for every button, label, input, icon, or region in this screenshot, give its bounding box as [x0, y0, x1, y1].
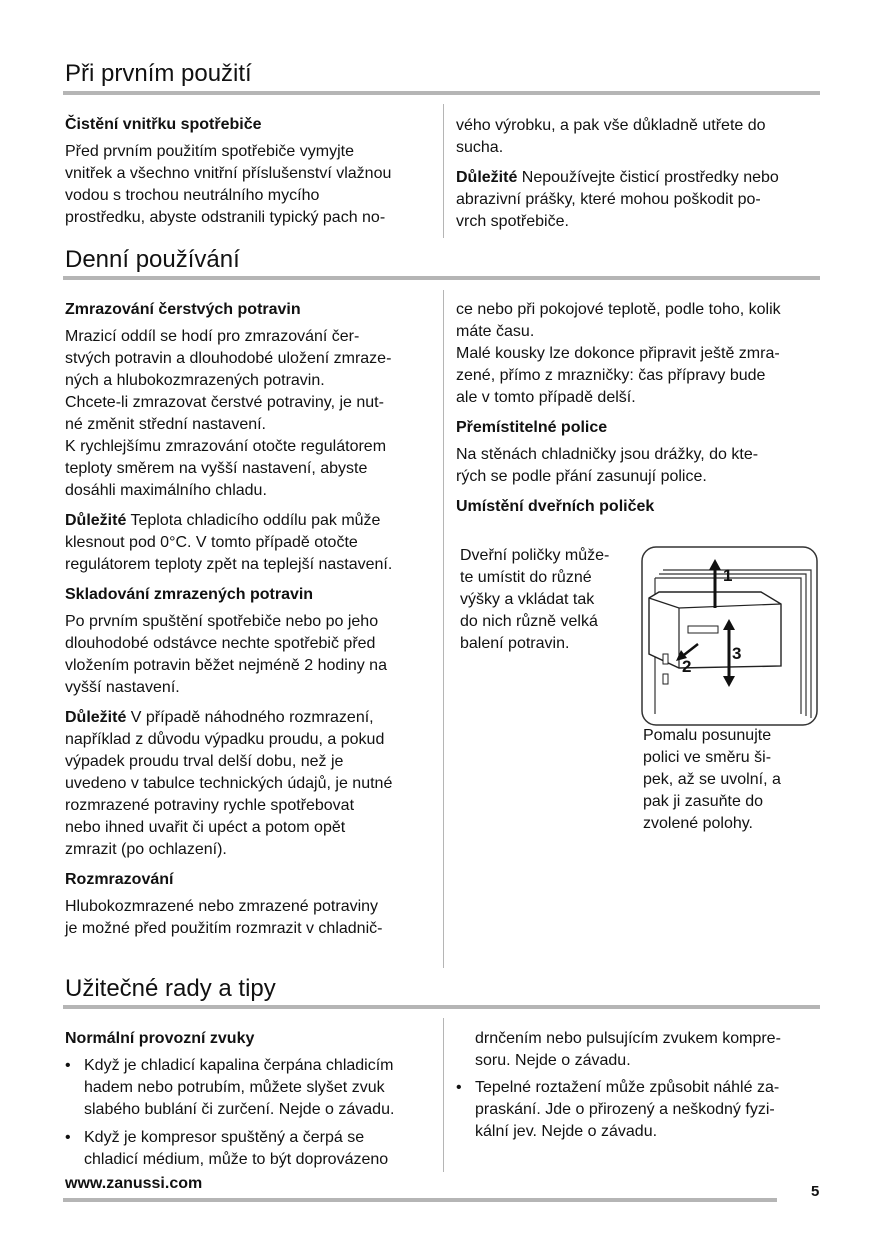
heading-cleaning-interior: Čistění vnitřku spotřebiče	[65, 116, 262, 133]
heading-normal-operating-sounds: Normální provozní zvuky	[65, 1030, 255, 1047]
shelf-clip	[663, 674, 668, 684]
important-note	[65, 510, 440, 576]
sounds-list-continued	[456, 1077, 828, 1143]
important-label: Důležité	[456, 169, 518, 186]
tips-left-column	[65, 1028, 440, 1177]
important-label: Důležité	[65, 512, 127, 529]
daily-use-left-column	[65, 299, 440, 948]
label-1: 1	[723, 566, 733, 585]
first-use-left-column	[65, 114, 437, 237]
list-item	[65, 1127, 440, 1171]
shelf-clip	[663, 654, 668, 664]
paragraph-movable-shelves: Na stěnách chladničky jsou drážky, do kte- rých se podle přání zasunují police.	[456, 446, 759, 485]
heading-movable-shelves: Přemístitelné police	[456, 419, 608, 436]
bullet-icon: •	[65, 1129, 71, 1146]
paragraph-thawing-continued: ce nebo při pokojové teplotě, podle toho, kolik máte času. Malé kousky lze dokonce připravit ještě zmra- zené, přímo z mrazničky: čas přípravy bude ale v tomto případě delší.	[456, 301, 781, 406]
list-item	[65, 1055, 440, 1121]
section-rule	[63, 91, 820, 95]
section-title-first-use: Při prvním použití	[65, 60, 252, 87]
sounds-list	[65, 1055, 440, 1171]
column-divider	[443, 104, 444, 238]
footer-rule	[63, 1198, 777, 1202]
bullet-icon: •	[65, 1057, 71, 1074]
important-note	[456, 167, 826, 233]
important-text: Teplota chladicího oddílu pak může klesnout pod 0°C. V tomto případě otočte regulátorem teploty zpět na teplejší nastavení.	[65, 512, 393, 573]
list-item-text: Když je kompresor spuštěný a čerpá se chladicí médium, může to být doprovázeno	[84, 1129, 389, 1168]
page-number: 5	[811, 1183, 820, 1200]
heading-storing-frozen-food: Skladování zmrazených potravin	[65, 586, 314, 603]
section-rule	[63, 1005, 820, 1009]
paragraph-cleaning: Před prvním použitím spotřebiče vymyjte vnitřek a všechno vnitřní příslušenství vlažnou vodou s trochou neutrálního mycího prostředku, abyste odstranili typický pach no-	[65, 143, 392, 226]
important-text: V případě náhodného rozmrazení, například z důvodu výpadku proudu, a pokud výpadek proudu trval delší dobu, než je uvedeno v tabulce technických údajů, je nutné rozmrazené potraviny rychle spotřebovat nebo ihned uvařit či upéct a potom opět zmrazit (po ochlazení).	[65, 709, 393, 858]
tips-right-column	[456, 1028, 828, 1149]
list-item-text: Když je chladicí kapalina čerpána chladicím hadem nebo potrubím, můžete slyšet zvuk slabého bublání či zurčení. Nejde o závadu.	[84, 1057, 395, 1118]
label-3: 3	[732, 644, 742, 663]
section-rule	[63, 276, 820, 280]
section-title-daily-use: Denní používání	[65, 246, 240, 273]
bullet-icon: •	[456, 1079, 462, 1096]
important-label: Důležité	[65, 709, 127, 726]
shelf-slot	[688, 626, 718, 633]
door-shelves-text: Dveřní poličky může- te umístit do různé výšky a vkládat tak do nich různě velká balení potravin.	[460, 547, 610, 652]
paragraph-thawing: Hlubokozmrazené nebo zmrazené potraviny je možné před použitím rozmrazit v chladnič-	[65, 898, 383, 937]
door-shelf-illustration	[641, 546, 818, 726]
important-text: Nepoužívejte čisticí prostředky nebo abrazivní prášky, které mohou poškodit po- vrch spotřebiče.	[456, 169, 779, 230]
footer-website: www.zanussi.com	[65, 1175, 203, 1192]
list-item	[456, 1077, 828, 1143]
important-note	[65, 707, 440, 861]
label-2: 2	[682, 657, 692, 676]
paragraph-storing: Po prvním spuštění spotřebiče nebo po jeho dlouhodobé odstávce nechte spotřebič před vložením potravin běžet nejméně 2 hodiny na vyšší nastavení.	[65, 613, 387, 696]
heading-thawing: Rozmrazování	[65, 871, 174, 888]
paragraph-cleaning-continued: vého výrobku, a pak vše důkladně utřete do sucha.	[456, 117, 766, 156]
first-use-right-column	[456, 115, 826, 241]
column-divider	[443, 1018, 444, 1172]
section-title-useful-tips: Užitečné rady a tipy	[65, 975, 276, 1002]
list-item-continued: drnčením nebo pulsujícím zvukem kompre- soru. Nejde o závadu.	[475, 1030, 781, 1069]
door-shelf-caption: Pomalu posunujte polici ve směru ši- pek, až se uvolní, a pak ji zasuňte do zvolené polohy.	[643, 727, 781, 832]
heading-door-shelves: Umístění dveřních poliček	[456, 498, 655, 515]
paragraph-freezing: Mrazicí oddíl se hodí pro zmrazování čer- stvých potravin a dlouhodobé uložení zmraze- ných a hlubokozmrazených potravin. Chcete-li zmrazovat čerstvé potraviny, je nut- né změnit střední nastavení. K rychlejšímu zmrazování otočte regulátorem teploty směrem na vyšší nastavení, abyste dosáhli maximálního chladu.	[65, 328, 392, 499]
heading-freezing-fresh-food: Zmrazování čerstvých potravin	[65, 301, 301, 318]
daily-use-right-column	[456, 299, 828, 523]
column-divider	[443, 290, 444, 968]
list-item-text: Tepelné roztažení může způsobit náhlé za- praskání. Jde o přirozený a neškodný fyzi- kální jev. Nejde o závadu.	[475, 1079, 780, 1140]
